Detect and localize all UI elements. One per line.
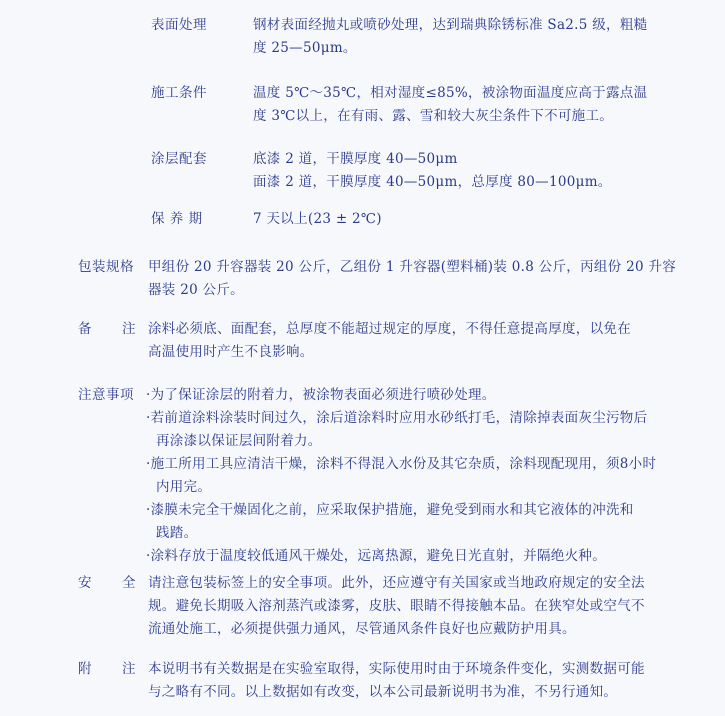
- line: 高温使用时产生不良影响。: [148, 344, 314, 360]
- text-coating-system: [253, 148, 693, 194]
- line: 度 3℃以上，在有雨、露、雪和较大灰尘条件下不可施工。: [253, 108, 614, 124]
- label-remark-text: 备 注: [78, 321, 136, 337]
- label-appendix-text: 附 注: [78, 661, 136, 677]
- list-item-cont: 内用完。: [156, 479, 212, 495]
- list-item: ·涂料存放于温度较低通风干燥处，远离热源，避免日光直射，并隔绝火种。: [146, 548, 606, 564]
- list-item-cont: 践踏。: [156, 525, 198, 541]
- text-surface-treatment: [253, 14, 693, 60]
- line: 器装 20 公斤。: [148, 282, 244, 298]
- text-appendix: [148, 658, 693, 704]
- list-item-cont: 再涂漆以保证层间附着力。: [156, 433, 322, 449]
- list-item: ·漆膜未完全干燥固化之前，应采取保护措施，避免受到雨水和其它液体的冲洗和: [146, 502, 634, 518]
- list-precautions: [146, 384, 696, 568]
- label-curing-period: 保 养 期: [151, 211, 203, 227]
- text-packaging: [148, 256, 693, 302]
- line: 甲组份 20 升容器装 20 公斤，乙组份 1 升容器(塑料桶)装 0.8 公斤，丙组份 20 升容: [148, 259, 677, 275]
- text-safety: [148, 572, 693, 641]
- line: 涂料必须底、面配套，总厚度不能超过规定的厚度，不得任意提高厚度，以免在: [148, 321, 631, 337]
- label-surface-treatment: 表面处理: [151, 17, 207, 33]
- line: 与之略有不同。以上数据如有改变，以本公司最新说明书为准，不另行通知。: [148, 684, 618, 700]
- label-coating-system: 涂层配套: [151, 151, 207, 167]
- line: 规。避免长期吸入溶剂蒸汽或漆雾，皮肤、眼睛不得接触本品。在狭窄处或空气不: [148, 598, 645, 614]
- text-curing-period: [253, 208, 693, 231]
- label-safety: [78, 572, 136, 595]
- label-appendix: [78, 658, 136, 681]
- line: 流通处施工，必须提供强力通风，尽管通风条件良好也应戴防护用具。: [148, 621, 576, 637]
- text-application-conditions: [253, 82, 693, 128]
- line: 底漆 2 道，干膜厚度 40—50μm: [253, 151, 458, 167]
- line: 温度 5℃～35℃，相对湿度≤85%，被涂物面温度应高于露点温: [253, 85, 648, 101]
- line: 本说明书有关数据是在实验室取得，实际使用时由于环境条件变化，实测数据可能: [148, 661, 645, 677]
- list-item: ·施工所用工具应清洁干燥，涂料不得混入水份及其它杂质，涂料现配现用，须8小时: [146, 456, 657, 472]
- list-item: ·若前道涂料涂装时间过久，涂后道涂料时应用水砂纸打毛，清除掉表面灰尘污物后: [146, 410, 648, 426]
- label-packaging: 包装规格: [78, 259, 134, 275]
- label-precautions: 注意事项: [78, 387, 134, 403]
- label-remark: [78, 318, 136, 341]
- label-application-conditions: 施工条件: [151, 85, 207, 101]
- line: 请注意包装标签上的安全事项。此外，还应遵守有关国家或当地政府规定的安全法: [148, 575, 645, 591]
- line: 7 天以上(23 ± 2℃): [253, 211, 382, 227]
- label-safety-text: 安 全: [78, 575, 136, 591]
- line: 度 25—50μm。: [253, 40, 357, 56]
- line: 面漆 2 道，干膜厚度 40—50μm，总厚度 80—100μm。: [253, 174, 612, 190]
- line: 钢材表面经抛丸或喷砂处理，达到瑞典除锈标准 Sa2.5 级，粗糙: [253, 17, 648, 33]
- text-remark: [148, 318, 693, 364]
- list-item: ·为了保证涂层的附着力，被涂物表面必须进行喷砂处理。: [146, 387, 496, 403]
